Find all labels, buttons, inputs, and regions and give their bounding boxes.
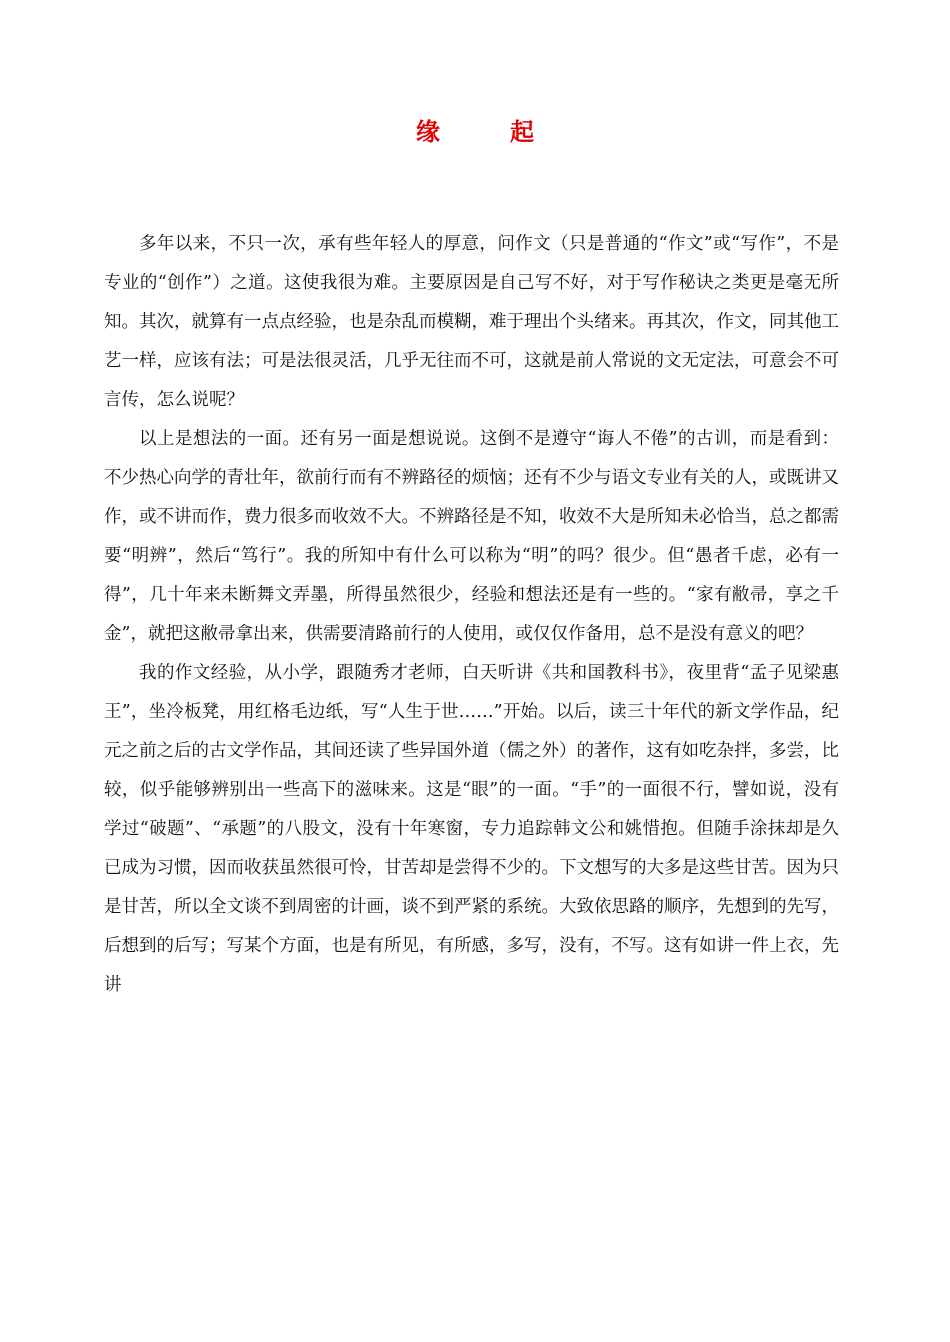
body-text	[104, 225, 839, 1005]
page-title	[0, 112, 950, 152]
title-char-1: 缘	[416, 118, 440, 146]
paragraph-3: 我的作文经验，从小学，跟随秀才老师，白天听讲《共和国教科书》，夜里背“孟子见梁惠王”，坐冷板凳，用红格毛边纸，写“人生于世……”开始。以后，读三十年代的新文学作品，纪元之前之后的古文学作品，其间还读了些异国外道（儒之外）的著作，这有如吃杂拌，多尝，比较，似乎能够辨别出一些高下的滋味来。这是“眼”的一面。“手”的一面很不行，譬如说，没有学过“破题”、“承题”的八股文，没有十年寒窗，专力追踪韩文公和姚惜抱。但随手涂抹却是久已成为习惯，因而收获虽然很可怜，甘苦却是尝得不少的。下文想写的大多是这些甘苦。因为只是甘苦，所以全文谈不到周密的计画，谈不到严紧的系统。大致依思路的顺序，先想到的先写，后想到的后写；写某个方面，也是有所见，有所感，多写，没有，不写。这有如讲一件上衣，先讲	[104, 663, 839, 995]
paragraph-2: 以上是想法的一面。还有另一面是想说说。这倒不是遵守“诲人不倦”的古训，而是看到：不少热心向学的青壮年，欲前行而有不辨路径的烦恼；还有不少与语文专业有关的人，或既讲又作，或不讲而作，费力很多而收效不大。不辨路径是不知，收效不大是所知未必恰当，总之都需要“明辨”，然后“笃行”。我的所知中有什么可以称为“明”的吗？很少。但“愚者千虑，必有一得”，几十年来未断舞文弄墨，所得虽然很少，经验和想法还是有一些的。“家有敝帚，享之千金”，就把这敝帚拿出来，供需要清路前行的人使用，或仅仅作备用，总不是没有意义的吧？	[104, 429, 839, 644]
paragraph-1: 多年以来，不只一次，承有些年轻人的厚意，问作文（只是普通的“作文”或“写作”，不是专业的“创作”）之道。这使我很为难。主要原因是自己写不好，对于写作秘诀之类更是毫无所知。其次，就算有一点点经验，也是杂乱而模糊，难于理出个头绪来。再其次，作文，同其他工艺一样，应该有法；可是法很灵活，几乎无往而不可，这就是前人常说的文无定法，可意会不可言传，怎么说呢？	[104, 234, 839, 410]
title-char-2: 起	[510, 118, 534, 146]
